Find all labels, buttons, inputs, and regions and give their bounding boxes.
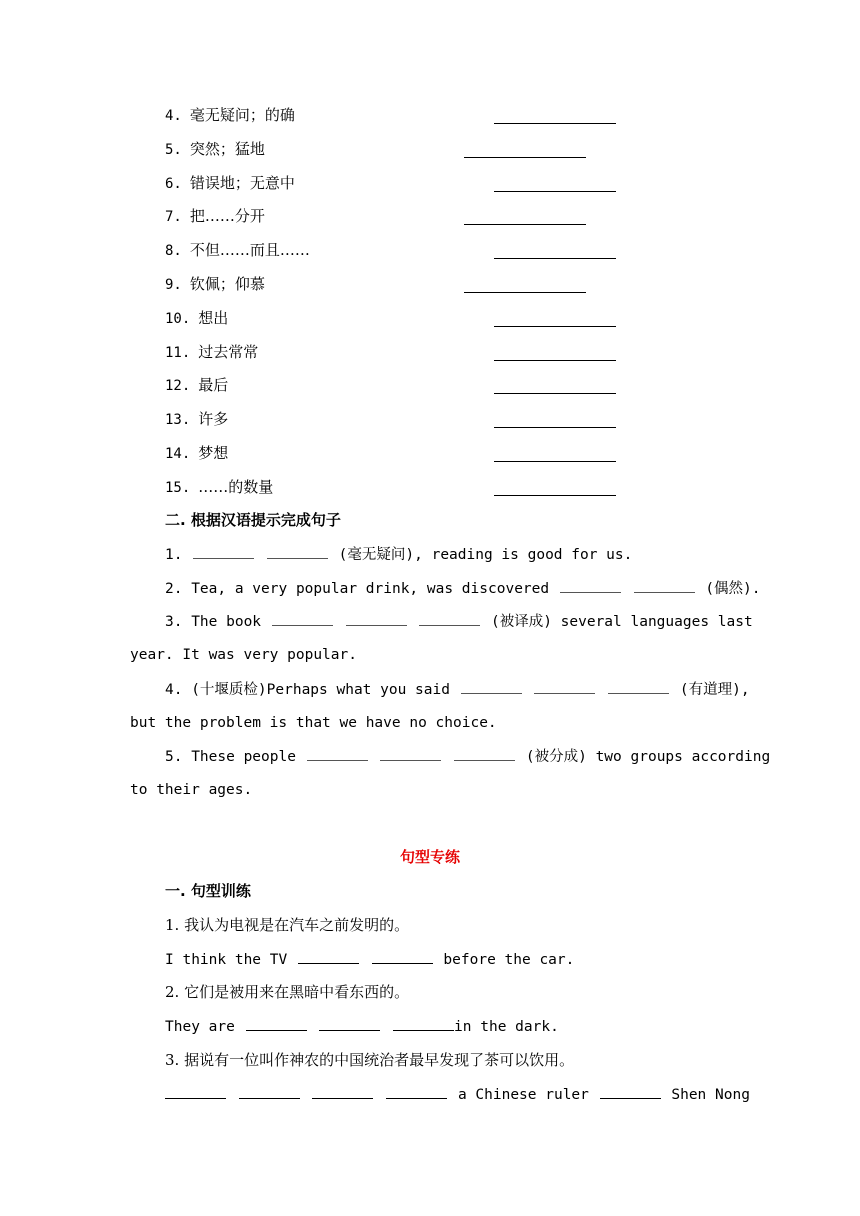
vocab-text: 梦想	[198, 444, 229, 462]
vocab-answer-blank[interactable]	[494, 326, 616, 327]
vocab-text: 想出	[198, 308, 229, 327]
vocab-number: 9.	[165, 277, 182, 293]
vocab-item	[165, 274, 265, 295]
vocab-answer-blank[interactable]	[494, 427, 616, 428]
vocab-answer-blank[interactable]	[494, 495, 616, 496]
answer-blank[interactable]	[319, 1016, 380, 1031]
vocab-text: 不但……而且……	[189, 241, 310, 260]
vocab-item	[165, 375, 228, 396]
vocab-item	[165, 409, 228, 430]
vocab-text: ……的数量	[198, 477, 274, 496]
answer-blank[interactable]	[386, 1084, 447, 1099]
vocab-text: 钦佩；仰慕	[189, 275, 265, 293]
answer-blank[interactable]	[600, 1084, 661, 1099]
vocab-answer-blank[interactable]	[464, 224, 586, 225]
vocab-answer-blank[interactable]	[464, 292, 586, 293]
vocab-text: 突然；猛地	[189, 139, 265, 158]
vocab-answer-blank[interactable]	[494, 123, 616, 124]
answer-blank[interactable]	[461, 679, 522, 694]
vocab-number: 7.	[165, 209, 182, 226]
vocab-text: 最后	[198, 376, 229, 395]
vocab-number: 10.	[165, 310, 191, 327]
pattern-q1-cn: 1. 我认为电视是在汽车之前发明的。	[165, 916, 410, 934]
answer-blank[interactable]	[454, 746, 515, 761]
vocab-number: 4.	[165, 108, 182, 124]
vocab-item	[165, 139, 265, 160]
answer-blank[interactable]	[419, 611, 480, 626]
answer-blank[interactable]	[165, 1084, 226, 1099]
answer-blank[interactable]	[560, 578, 621, 593]
vocab-item	[165, 443, 228, 464]
answer-blank[interactable]	[393, 1016, 454, 1031]
answer-blank[interactable]	[634, 578, 695, 593]
sentence-1: 1. (毫无疑问), reading is good for us.	[165, 544, 632, 565]
sentence-4-cont: but the problem is that we have no choice.	[130, 715, 497, 731]
vocab-item	[165, 173, 295, 194]
vocab-answer-blank[interactable]	[494, 393, 616, 394]
vocab-number: 8.	[165, 243, 182, 260]
answer-blank[interactable]	[193, 544, 254, 559]
pattern-q2-cn: 2. 它们是被用来在黑暗中看东西的。	[165, 983, 410, 1001]
sentence-3-cont: year. It was very popular.	[130, 647, 357, 663]
sentence-5: 5. These people (被分成) two groups according	[165, 746, 770, 767]
answer-blank[interactable]	[534, 679, 595, 694]
vocab-text: 过去常常	[198, 342, 259, 361]
pattern-title: 句型专练	[399, 848, 460, 866]
pattern-heading: 一. 句型训练	[165, 882, 251, 900]
vocab-answer-blank[interactable]	[494, 191, 616, 192]
vocab-number: 14.	[165, 446, 191, 462]
vocab-text: 错误地；无意中	[189, 173, 295, 192]
vocab-number: 11.	[165, 344, 191, 361]
vocab-answer-blank[interactable]	[494, 258, 616, 259]
vocab-number: 6.	[165, 175, 182, 192]
pattern-q2-en: They are in the dark.	[165, 1016, 559, 1037]
answer-blank[interactable]	[346, 611, 407, 626]
answer-blank[interactable]	[372, 949, 433, 964]
vocab-item	[165, 105, 295, 126]
answer-blank[interactable]	[246, 1016, 307, 1031]
answer-blank[interactable]	[267, 544, 328, 559]
vocab-item	[165, 342, 258, 363]
pattern-q1-en: I think the TV before the car.	[165, 949, 574, 970]
sentence-2: 2. Tea, a very popular drink, was discovered (偶然).	[165, 578, 761, 599]
vocab-number: 5.	[165, 141, 182, 158]
sentence-4: 4. (十堰质检)Perhaps what you said (有道理),	[165, 679, 750, 700]
pattern-q3-en: a Chinese ruler Shen Nong	[165, 1084, 750, 1105]
vocab-answer-blank[interactable]	[494, 360, 616, 361]
vocab-number: 15.	[165, 479, 191, 496]
vocab-answer-blank[interactable]	[464, 157, 586, 158]
vocab-text: 把……分开	[189, 207, 265, 226]
answer-blank[interactable]	[298, 949, 359, 964]
vocab-text: 许多	[198, 410, 229, 429]
vocab-answer-blank[interactable]	[494, 461, 616, 462]
answer-blank[interactable]	[272, 611, 333, 626]
answer-blank[interactable]	[307, 746, 368, 761]
vocab-item	[165, 308, 228, 329]
answer-blank[interactable]	[380, 746, 441, 761]
vocab-item	[165, 240, 310, 261]
vocab-text: 毫无疑问；的确	[189, 106, 295, 124]
section-heading: 二. 根据汉语提示完成句子	[165, 511, 341, 529]
answer-blank[interactable]	[312, 1084, 373, 1099]
answer-blank[interactable]	[239, 1084, 300, 1099]
vocab-item	[165, 206, 265, 227]
pattern-q3-cn: 3. 据说有一位叫作神农的中国统治者最早发现了茶可以饮用。	[165, 1051, 575, 1069]
vocab-number: 12.	[165, 378, 191, 395]
sentence-5-cont: to their ages.	[130, 782, 253, 798]
sentence-3: 3. The book (被译成) several languages last	[165, 611, 753, 632]
answer-blank[interactable]	[608, 679, 669, 694]
vocab-item	[165, 477, 273, 498]
vocab-number: 13.	[165, 412, 191, 429]
